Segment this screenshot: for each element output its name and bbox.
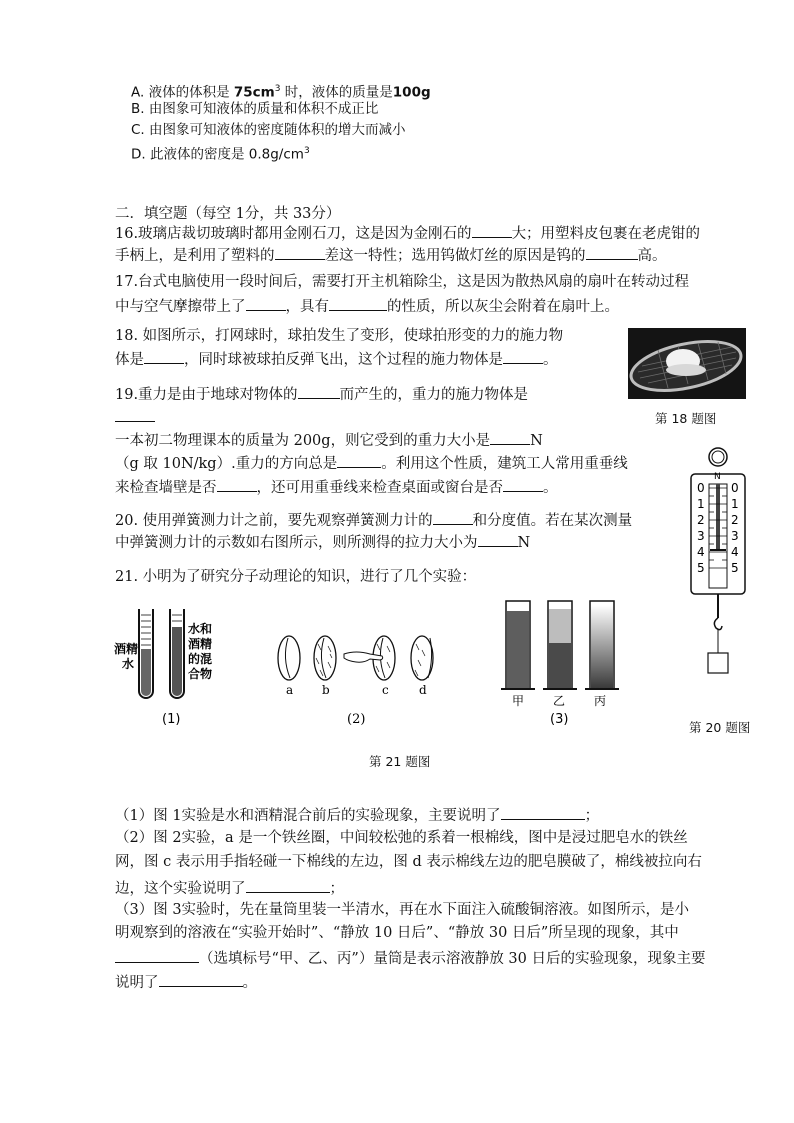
scale-left-0: 0 <box>697 481 705 495</box>
q20-text-b: 和分度值。若在某次测量 <box>472 513 633 529</box>
option-b: B. 由图象可知液体的质量和体积不成正比 <box>131 101 379 117</box>
q19-text-e: （g 取 10N/kg）.重力的方向总是 <box>115 456 338 472</box>
q21-blank-4[interactable] <box>159 972 243 987</box>
option-a-mass: 100g <box>392 84 431 101</box>
q19-text-i: 。 <box>543 480 558 496</box>
q20-text-c: 中弹簧测力计的示数如右图所示，则所测得的拉力大小为 <box>115 535 478 551</box>
scale-left-4: 4 <box>697 545 705 559</box>
q17-text-c: 的性质，所以灰尘会附着在扇叶上。 <box>387 299 619 315</box>
q16-line1 <box>115 223 700 243</box>
fig2-label-a: a <box>286 683 294 697</box>
section-title: 二．填空题（每空 1分，共 33分） <box>115 206 341 222</box>
q21-p3-text: （选填标号“甲、乙、丙”）量筒是表示溶液静放 30 日后的实验现象，现象主要 <box>199 951 706 967</box>
scale-left-1: 1 <box>697 497 705 511</box>
fig1-label-mix-2: 酒精 <box>188 637 213 651</box>
q16-line2 <box>115 245 667 265</box>
q19-blank-4[interactable] <box>337 453 381 468</box>
q19-line1 <box>115 384 528 404</box>
q16-blank-3[interactable] <box>586 245 638 260</box>
tennis-racket-photo <box>628 328 746 399</box>
q16-text-b: 大；用塑料皮包裹在老虎钳的 <box>511 226 701 242</box>
scale-right-4: 4 <box>731 545 739 559</box>
q21-p3-line2: 明观察到的溶液在“实验开始时”、“静放 10 日后”、“静放 30 日后”所呈现的现象，其中 <box>115 925 679 941</box>
q20-blank-1[interactable] <box>433 510 473 525</box>
q19-blank-6[interactable] <box>503 477 543 492</box>
scale-right-3: 3 <box>731 529 739 543</box>
scale-left-5: 5 <box>697 561 705 575</box>
fig1-label-mix-4: 合物 <box>188 667 213 681</box>
q16-text-a: 16.玻璃店裁切玻璃时都用金刚石刀，这是因为金刚石的 <box>115 226 472 242</box>
q17-line1: 17.台式电脑使用一段时间后，需要打开主机箱除尘，这是因为散热风扇的扇叶在转动过程 <box>115 274 690 290</box>
q17-text-b: ，具有 <box>285 299 329 315</box>
option-a <box>131 80 431 102</box>
q20-line1 <box>115 510 632 530</box>
figure-20-caption: 第 20 题图 <box>689 720 751 735</box>
q19-blank-5[interactable] <box>217 477 257 492</box>
q21-blank-2[interactable] <box>246 878 330 893</box>
q19-blank-3[interactable] <box>490 430 530 445</box>
scale-right-0: 0 <box>731 481 739 495</box>
q20-line2 <box>115 532 530 552</box>
q21-p3-text-b: 说明了 <box>115 975 159 991</box>
fig1-label-alcohol: 酒精 <box>114 642 139 656</box>
option-a-sup: 3 <box>274 84 281 94</box>
q19-blank-1[interactable] <box>298 384 340 399</box>
spring-scale-figure <box>688 440 758 680</box>
q21-p2-line2: 网，图 c 表示用手指轻碰一下棉线的左边，图 d 表示棉线左边的肥皂膜破了，棉线被拉向右 <box>115 854 702 870</box>
svg-text:N: N <box>714 472 721 482</box>
q16-text-c: 手柄上，是利用了塑料的 <box>115 248 275 264</box>
q18-blank-1[interactable] <box>144 349 184 364</box>
scale-right-5: 5 <box>731 561 739 575</box>
q20-text-d: N <box>517 535 531 551</box>
q21-p3-line1: （3）图 3实验时，先在量筒里装一半清水，再在水下面注入硫酸铜溶液。如图所示，是小 <box>115 902 690 918</box>
fig1-label-water: 水 <box>122 657 135 671</box>
q16-blank-2[interactable] <box>275 245 325 260</box>
q17-text-a: 中与空气摩擦带上了 <box>115 299 246 315</box>
q16-text-d: 差这一特性；选用钨做灯丝的原因是钨的 <box>324 248 586 264</box>
q18-blank-2[interactable] <box>503 349 543 364</box>
q20-text-a: 20. 使用弹簧测力计之前，要先观察弹簧测力计的 <box>115 513 433 529</box>
option-d-text: D. 此液体的密度是 0.8g/cm <box>131 146 304 163</box>
fig1-number: (1) <box>162 712 181 727</box>
option-a-mid: 时，液体的质量是 <box>284 84 393 101</box>
scale-right-1: 1 <box>731 497 739 511</box>
q18-line2 <box>115 349 558 369</box>
figure-18-caption: 第 18 题图 <box>655 411 717 426</box>
q19-line4 <box>115 453 628 473</box>
option-a-volume: 75cm <box>233 84 275 101</box>
q19-line3 <box>115 430 543 450</box>
q21-p2-text: 边，这个实验说明了 <box>115 881 246 897</box>
q19-text-g: 来检查墙壁是否 <box>115 480 217 496</box>
q18-line1: 18. 如图所示，打网球时，球拍发生了变形，使球拍形变的力的施力物 <box>115 328 564 344</box>
q16-blank-1[interactable] <box>472 223 512 238</box>
q18-text-c: 。 <box>543 352 558 368</box>
q21-p1-text: （1）图 1实验是水和酒精混合前后的实验现象，主要说明了 <box>115 808 501 824</box>
q21-p2-line3 <box>115 878 344 898</box>
q21-p2-line1: （2）图 2实验，a 是一个铁丝圈，中间较松弛的系着一根棉线，图中是浸过肥皂水的铁丝 <box>115 830 688 846</box>
q21-p3-line4 <box>115 972 257 992</box>
fig2-label-d: d <box>419 683 427 697</box>
q19-line2 <box>115 407 155 427</box>
q19-text-d: N <box>530 433 543 449</box>
q21-p1-end: ； <box>584 808 600 824</box>
fig2-number: (2) <box>347 712 366 727</box>
q21-intro: 21. 小明为了研究分子动理论的知识，进行了几个实验： <box>115 569 477 585</box>
q19-blank-2[interactable] <box>115 407 155 422</box>
fig2-label-b: b <box>322 683 330 697</box>
q17-blank-2[interactable] <box>329 296 387 311</box>
q18-text-b: ，同时球被球拍反弹飞出，这个过程的施力物体是 <box>184 352 503 368</box>
q16-text-e: 高。 <box>637 248 667 264</box>
q18-text-a: 体是 <box>115 352 144 368</box>
option-d-sup: 3 <box>303 146 310 156</box>
scale-right-2: 2 <box>731 513 739 527</box>
q19-text-f: 。利用这个性质，建筑工人常用重垂线 <box>381 456 628 472</box>
option-a-text: A. 液体的体积是 <box>131 84 230 101</box>
fig1-label-mix-3: 的混 <box>188 652 213 666</box>
q19-text-b: 而产生的，重力的施力物体是 <box>339 387 529 403</box>
q17-blank-1[interactable] <box>246 296 286 311</box>
fig1-label-mix-1: 水和 <box>188 622 213 636</box>
q21-blank-3[interactable] <box>115 948 199 963</box>
figure-21-caption: 第 21 题图 <box>369 754 431 769</box>
q21-blank-1[interactable] <box>501 805 585 820</box>
figure-21-3-cylinders <box>495 595 625 730</box>
fig3-label-yi: 乙 <box>553 694 566 708</box>
q17-line2 <box>115 296 619 316</box>
option-c: C. 由图象可知液体的密度随体积的增大而减小 <box>131 122 406 138</box>
option-d <box>131 142 310 164</box>
q19-line5 <box>115 477 558 497</box>
fig3-label-bing: 丙 <box>594 694 607 708</box>
q19-text-h: ，还可用重垂线来检查桌面或窗台是否 <box>256 480 503 496</box>
scale-left-2: 2 <box>697 513 705 527</box>
q19-text-c: 一本初二物理课本的质量为 200g，则它受到的重力大小是 <box>115 433 491 449</box>
q19-text-a: 19.重力是由于地球对物体的 <box>115 387 298 403</box>
q21-p1 <box>115 805 599 825</box>
q21-p2-end: ； <box>329 881 344 897</box>
fig2-label-c: c <box>382 683 389 697</box>
fig3-label-jia: 甲 <box>512 694 525 708</box>
scale-left-3: 3 <box>697 529 705 543</box>
q21-p3-end: 。 <box>242 975 257 991</box>
figure-21-1-test-tubes <box>112 605 222 730</box>
figure-21-2-soap-film <box>272 630 447 730</box>
fig3-number: (3) <box>550 712 569 727</box>
q20-blank-2[interactable] <box>478 532 518 547</box>
q21-p3-line3 <box>115 948 706 968</box>
